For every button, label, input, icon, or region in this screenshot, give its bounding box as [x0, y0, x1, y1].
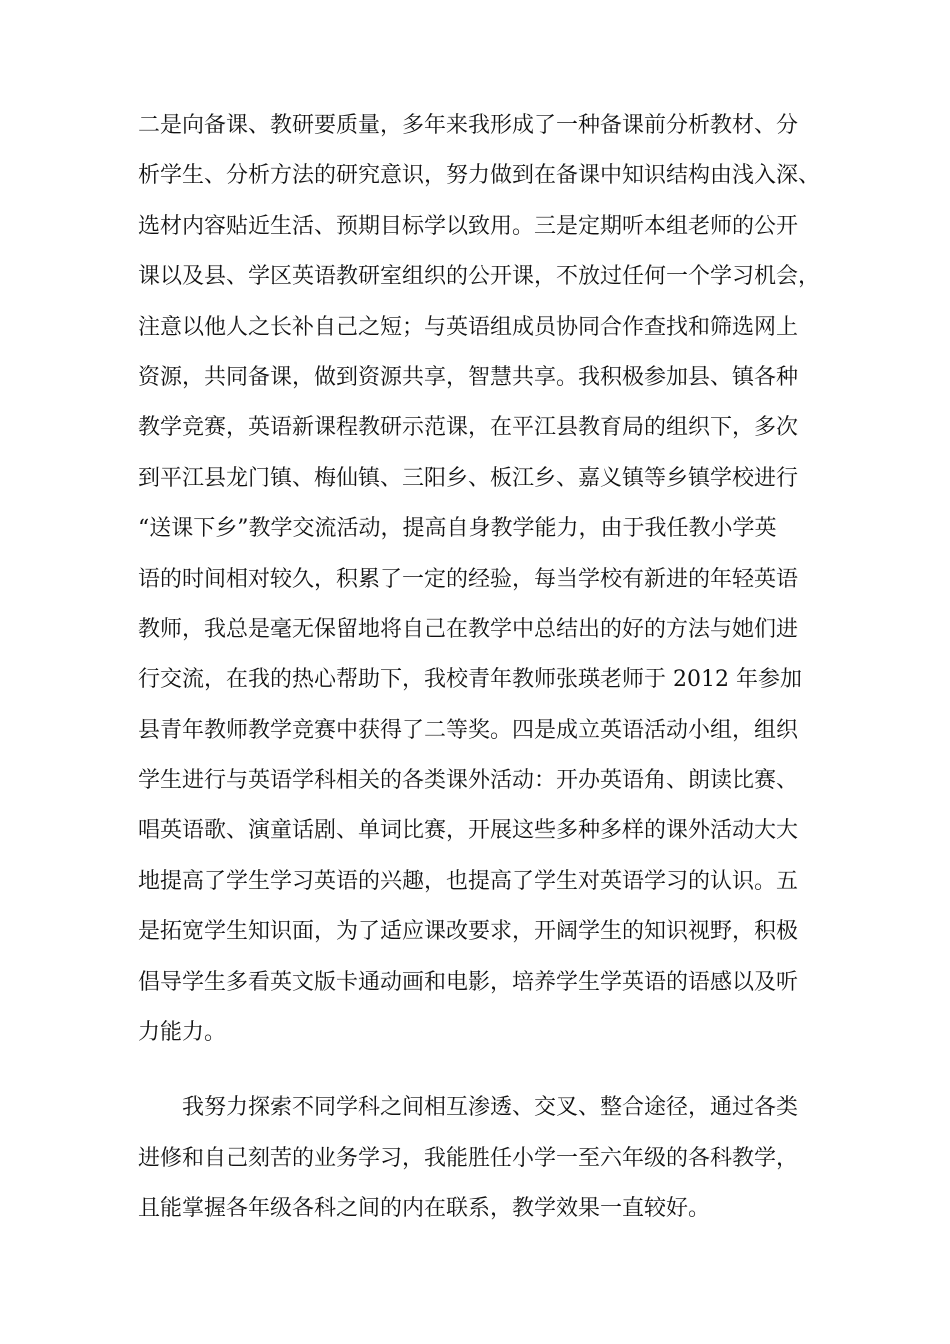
text-line: 析学生、分析方法的研究意识，努力做到在备课中知识结构由浅入深、 — [138, 163, 821, 189]
text-line: 选材内容贴近生活、预期目标学以致用。三是定期听本组老师的公开 — [138, 213, 799, 239]
text-line: 语的时间相对较久，积累了一定的经验，每当学校有新进的年轻英语 — [138, 566, 799, 592]
text-line: 资源，共同备课，做到资源共享，智慧共享。我积极参加县、镇各种 — [138, 364, 799, 390]
text-line: 学生进行与英语学科相关的各类课外活动：开办英语角、朗读比赛、 — [138, 768, 799, 794]
paragraph-1 — [138, 101, 838, 1058]
text-line: “送课下乡”教学交流活动，提高自身教学能力，由于我任教小学英 — [138, 516, 777, 542]
text-line: 到平江县龙门镇、梅仙镇、三阳乡、板江乡、嘉义镇等乡镇学校进行 — [138, 465, 799, 491]
text-line: 注意以他人之长补自己之短；与英语组成员协同合作查找和筛选网上 — [138, 314, 799, 340]
text-line: 二是向备课、教研要质量，多年来我形成了一种备课前分析教材、分 — [138, 113, 799, 138]
text-line: 倡导学生多看英文版卡通动画和电影，培养学生学英语的语感以及听 — [138, 969, 799, 995]
text-line: 地提高了学生学习英语的兴趣，也提高了学生对英语学习的认识。五 — [138, 868, 799, 894]
text-line: 教学竞赛，英语新课程教研示范课，在平江县教育局的组织下，多次 — [138, 415, 799, 441]
paragraph-2 — [138, 1083, 838, 1234]
text-line: 我努力探索不同学科之间相互渗透、交叉、整合途径，通过各类 — [182, 1095, 799, 1121]
paragraph-gap — [138, 1058, 838, 1083]
text-line: 是拓宽学生知识面，为了适应课改要求，开阔学生的知识视野，积极 — [138, 919, 799, 945]
text-line: 唱英语歌、演童话剧、单词比赛，开展这些多种多样的课外活动大大 — [138, 818, 799, 844]
body-text — [138, 101, 838, 1235]
text-line: 县青年教师教学竞赛中获得了二等奖。四是成立英语活动小组，组织 — [138, 717, 799, 743]
text-line: 进修和自己刻苦的业务学习，我能胜任小学一至六年级的各科教学， — [138, 1145, 799, 1171]
text-line: 力能力。 — [138, 1020, 227, 1046]
text-line: 行交流，在我的热心帮助下，我校青年教师张瑛老师于 2012 年参加 — [138, 667, 802, 693]
text-line: 且能掌握各年级各科之间的内在联系，教学效果一直较好。 — [138, 1196, 711, 1222]
text-line: 教师，我总是毫无保留地将自己在教学中总结出的好的方法与她们进 — [138, 616, 799, 642]
text-line: 课以及县、学区英语教研室组织的公开课，不放过任何一个学习机会， — [138, 264, 821, 290]
